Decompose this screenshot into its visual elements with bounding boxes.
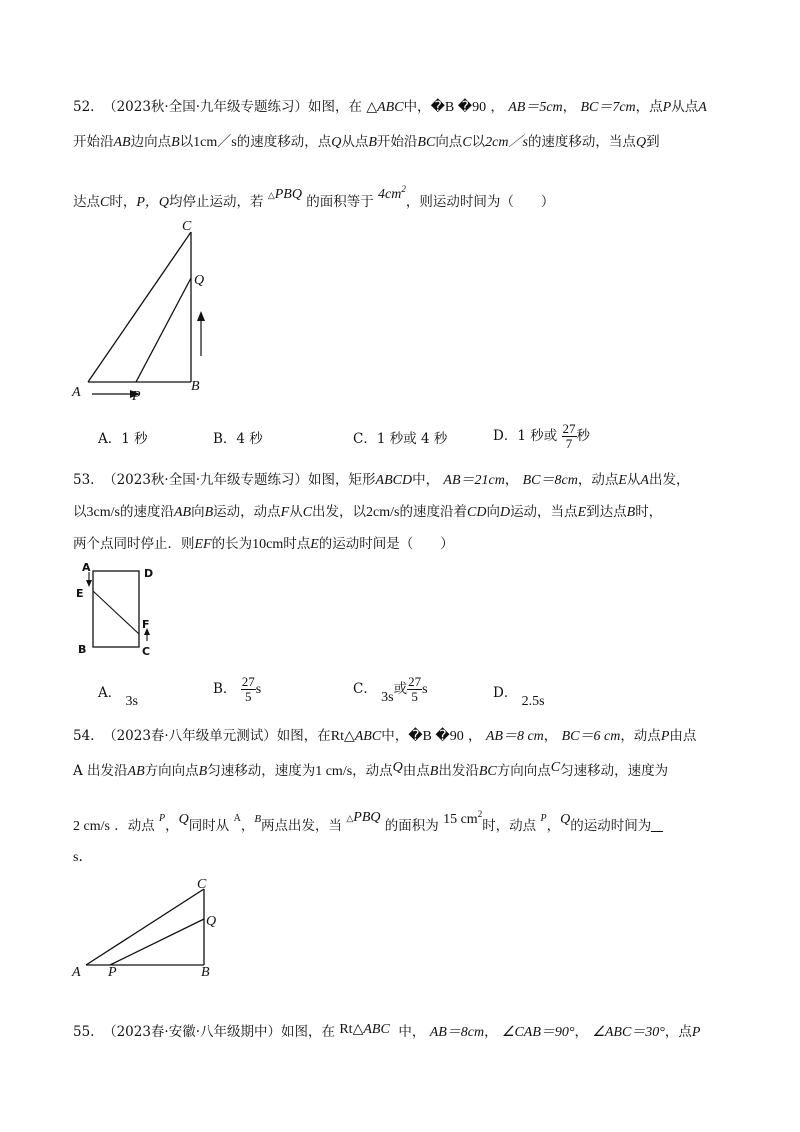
q52-line-3: 达点C时，P，Q均停止运动，若 △PBQ 的面积等于 $4cm^2$，则运动时间为（ ） [73,184,555,210]
q52-label-a: A [72,385,81,400]
q52-source: （2023秋·全国·九年级专题练习） [103,99,309,115]
q53-label-b: B [78,643,87,656]
q54-line-1: 54. （2023春·八年级单元测试）如图，在Rt△ABC中，�B �90 ， AB＝8 cm， BC＝6 cm，动点P由点 [73,728,697,744]
q52-option-d-fraction: $\frac{27}{7}$ [562,421,576,451]
q52-line-2: 开始沿AB边向点B以1cm／s的速度移动，点Q从点B开始沿BC向点C以2cm／s的速度移动，当点Q到 [73,134,660,150]
q53-segment-ef [93,591,139,634]
q54-line-4: s． [73,850,93,865]
q54-line-3: 2 cm/s ．动点 $^P$，Q同时从 $^A$，$^B$两点出发，当 △PBQ 的面积为 15 $cm^2$时，动点 $^P$，Q的运动时间为 [73,805,663,836]
q52-label-p: P [132,389,141,404]
q54-label-q: Q [206,914,217,929]
q52-label-b: B [191,379,200,394]
q53-line-3: 两个点同时停止．则EF的长为10cm时点E的运动时间是（ ） [73,536,454,552]
q53-rectangle-abcd [93,571,139,647]
q54-label-p: P [108,965,117,980]
q52-garbled-angle: �B �90 [430,100,487,115]
q54-label-b: B [201,965,210,980]
q53-label-d: D [144,567,154,580]
q55-number: 55. [73,1024,95,1040]
q52-option-b[interactable]: B．4 秒 [213,431,263,447]
q53-label-a: A [82,561,91,574]
q54-answer-blank[interactable] [651,818,663,832]
q53-source: （2023秋·全国·九年级专题练习） [103,472,309,488]
q53-option-c-fraction: $\frac{27}{5}$ [408,674,422,704]
q53-option-d[interactable]: D． 2.5s [493,685,545,709]
q55-source: （2023春·安徽·八年级期中） [103,1024,282,1040]
q53-line-1: 53. （2023秋·全国·九年级专题练习）如图，矩形ABCD中， AB＝21cm， BC＝8cm，动点E从A出发， [73,472,690,488]
q53-label-c: C [142,645,151,658]
q54-source: （2023春·八年级单元测试） [103,728,277,744]
q52-option-c[interactable]: C．1 秒或 4 秒 [353,431,448,447]
q52-figure [70,218,220,403]
q55-line-1: 55. （2023春·安徽·八年级期中）如图，在 Rt△ABC 中， AB＝8cm， ∠CAB＝90°， ∠ABC＝30°，点P [73,1022,701,1040]
q52-option-d[interactable]: D．1 秒或 $\frac{27}{7}$ 秒 [493,421,591,451]
q53-option-c[interactable]: C． 3s或 $\frac{27}{5}$ s [353,674,428,705]
q53-option-b[interactable]: B． $\frac{27}{5}$ s [213,674,262,704]
q54-label-a: A [72,965,81,980]
q53-option-a[interactable]: A． 3s [98,685,138,709]
q53-arrow-down-head [86,580,92,587]
q54-line-2: A 出发沿AB方向向点B匀速移动，速度为1 cm/s，动点Q由点B出发沿BC方向向点C匀速移动，速度为 [73,760,669,779]
q53-figure [74,560,164,660]
q52-number: 52. [73,99,95,115]
q53-number: 53. [73,472,95,488]
q54-figure [70,875,230,980]
q54-garbled-angle: �B �90 [408,729,464,744]
q52-label-c: C [182,219,192,234]
q52-segment-pq [136,278,191,382]
q54-number: 54. [73,728,95,744]
q54-segment-pq [110,919,204,965]
q53-label-f: F [142,618,150,631]
q53-line-2: 以3cm/s的速度沿AB向B运动，动点F从C出发，以2cm/s的速度沿着CD向D运动，当点E到达点B时， [73,504,663,520]
q52-option-a[interactable]: A．1 秒 [98,431,148,447]
q52-line-1: 52. （2023秋·全国·九年级专题练习）如图，在 △ABC中，�B �90 ， AB＝5cm， BC＝7cm，点P从点A [73,99,707,115]
q52-label-q: Q [194,273,205,288]
q52-arrow-up-head [197,311,205,321]
q53-label-e: E [76,587,84,600]
q53-option-b-fraction: $\frac{27}{5}$ [241,674,255,704]
q54-label-c: C [197,877,207,892]
